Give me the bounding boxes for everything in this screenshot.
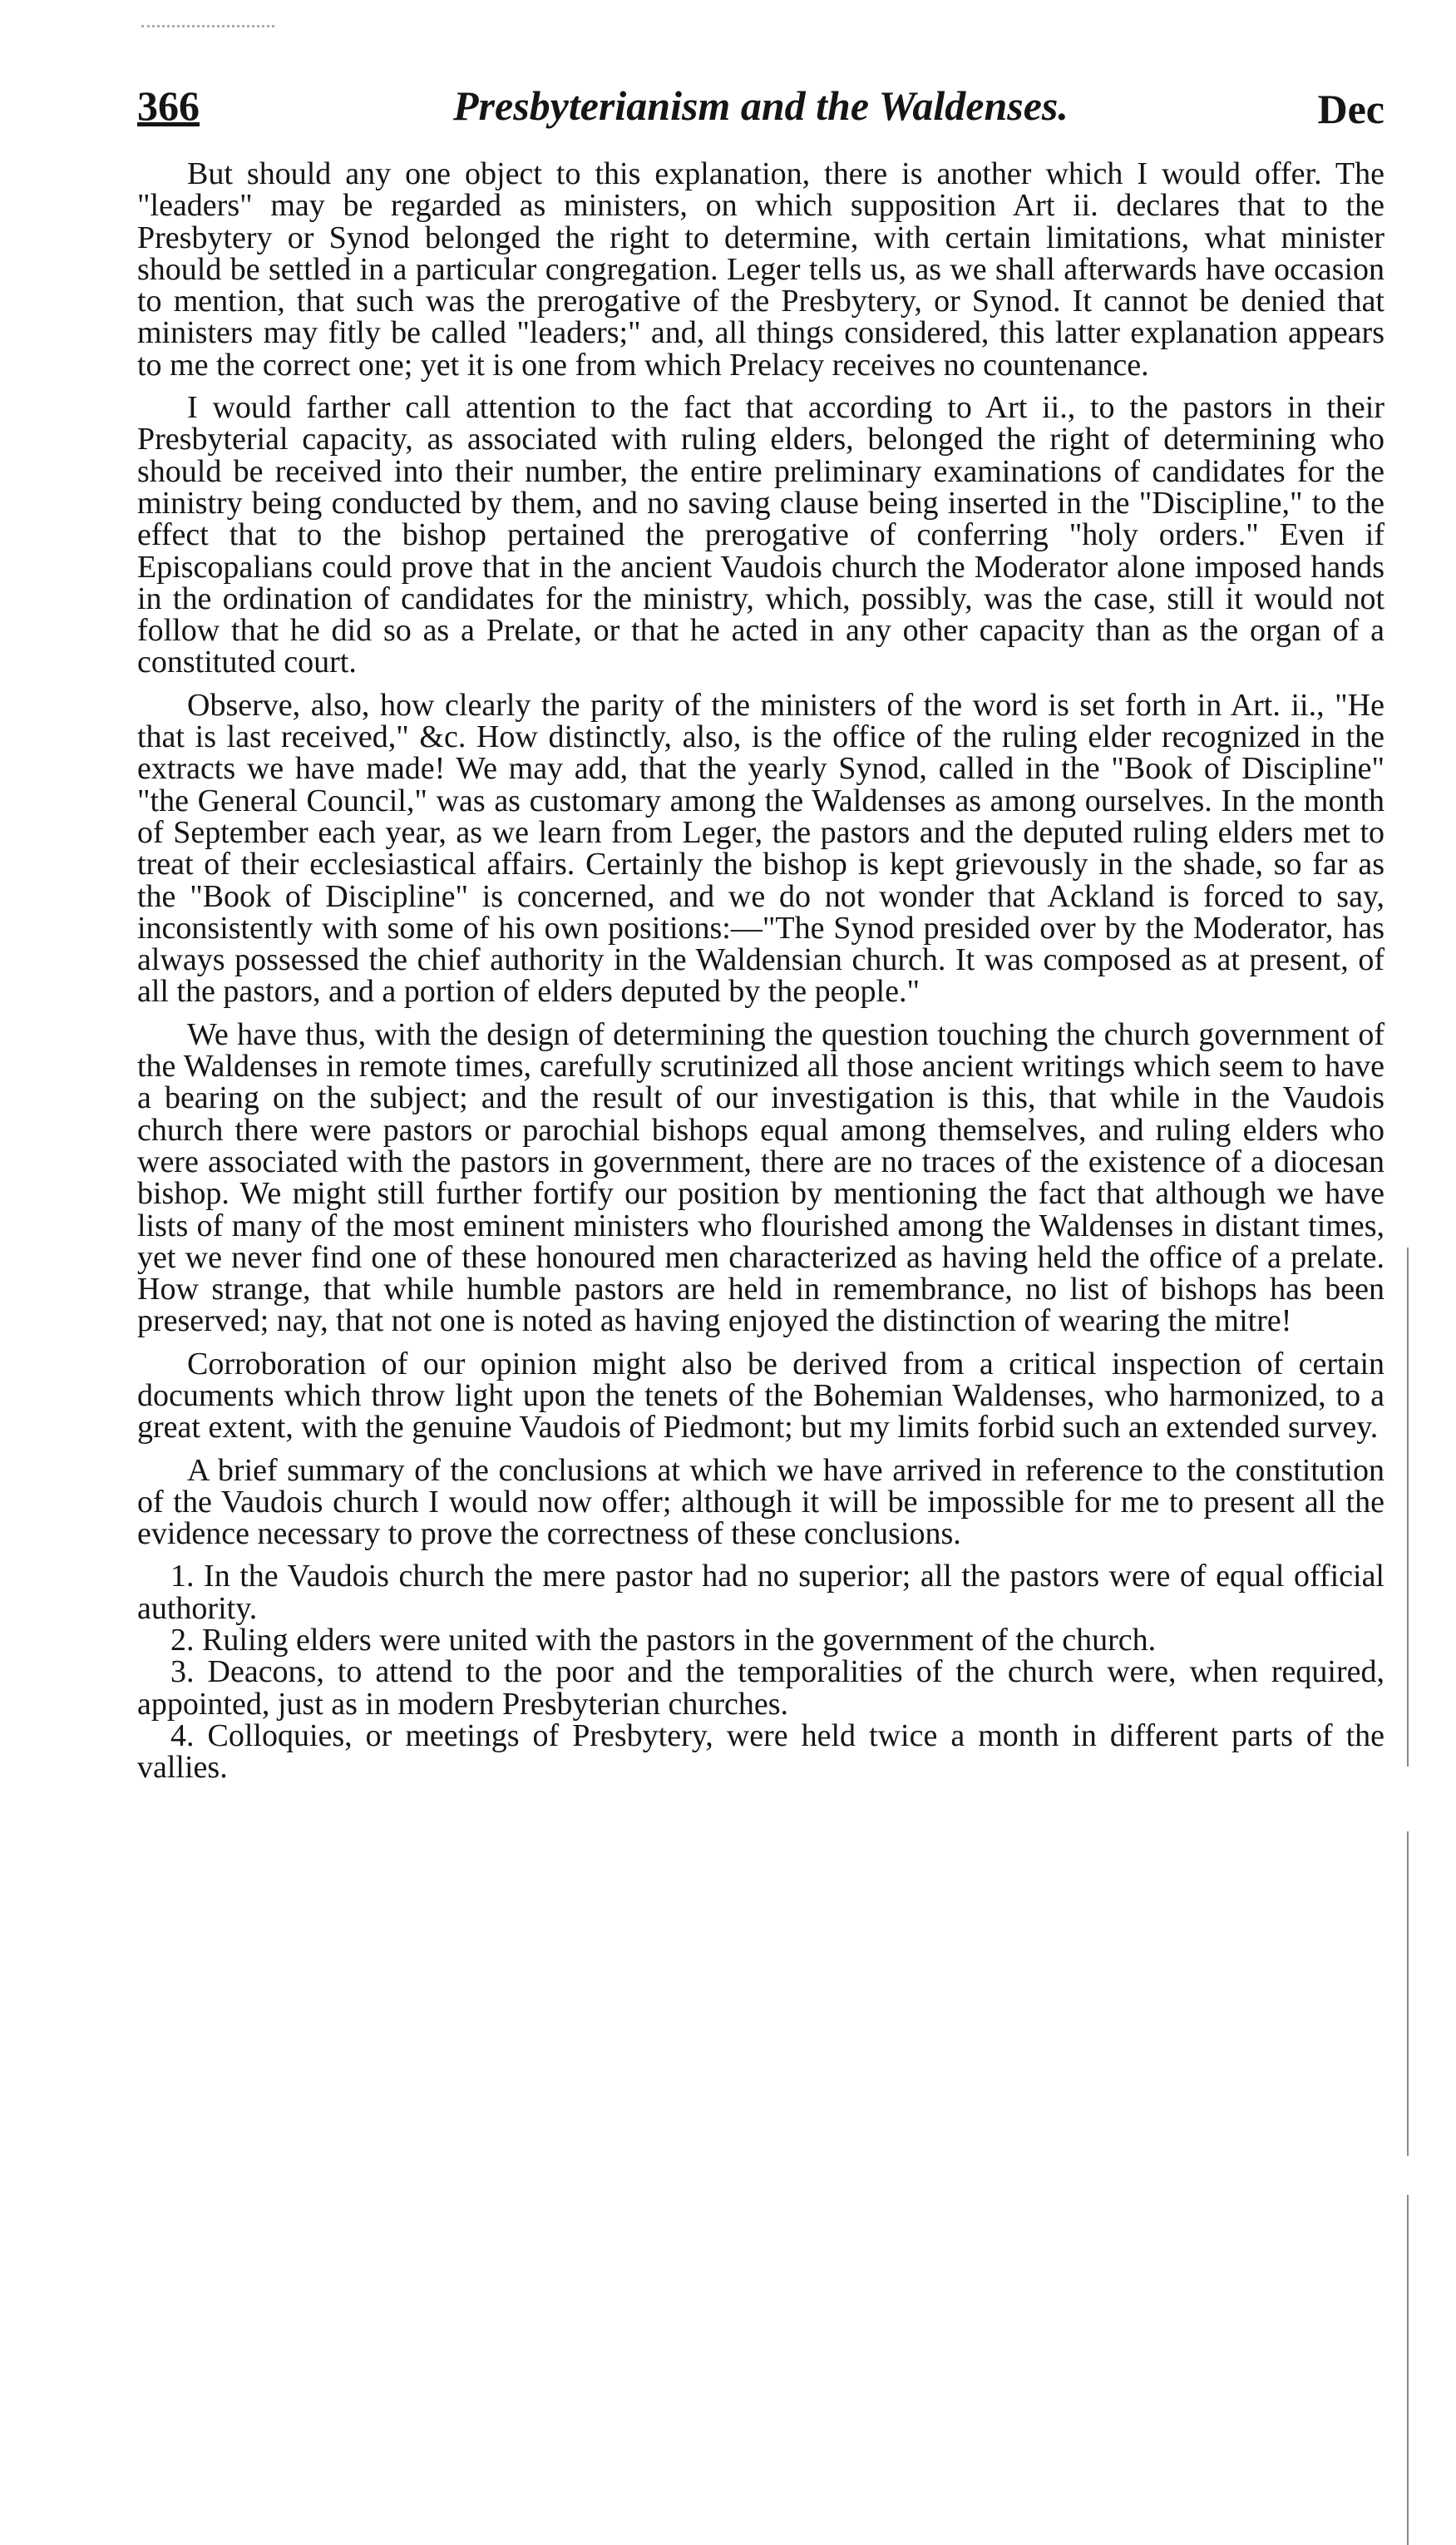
ink-smudge xyxy=(141,25,274,44)
list-item: 4. Colloquies, or meetings of Presbytery, were held twice a month in different parts of the vallies. xyxy=(137,1717,1384,1786)
margin-rule xyxy=(1407,1248,1409,2545)
paragraph: A brief summary of the conclusions at which we have arrived in reference to the constitution of the Vaudois church I would now offer; although it will be impossible for me to present all the evidence necessary to prove the correctness of these conclusions. xyxy=(137,1452,1384,1552)
list-item: 3. Deacons, to attend to the poor and the temporalities of the church were, when required, appointed, just as in modern Presbyterian churches. xyxy=(137,1654,1384,1722)
page-body xyxy=(137,158,1384,1784)
running-header-right: Dec xyxy=(1317,86,1384,132)
page-header xyxy=(137,73,1384,148)
paragraph: I would farther call attention to the fact that according to Art ii., to the pastors in their Presbyterial capacity, as associated with ruling elders, belonged the right of determining who should be received into their number, the entire preliminary examinations of candidates for the ministry being conducted by them, and no saving clause being inserted in the "Discipline," to the effect that to the bishop pertained the prerogative of conferring "holy orders." Even if Episcopalians could prove that in the ancient Vaudois church the Moderator alone imposed hands in the ordination of candidates for the ministry, which, possibly, was the case, still it would not follow that he did so as a Prelate, or that he acted in any other capacity than as the organ of a constituted court. xyxy=(137,390,1384,680)
paragraph: But should any one object to this explanation, there is another which I would offer. The "leaders" may be regarded as ministers, on which supposition Art ii. declares that to the Presbytery or Synod belonged the right to determine, with certain limitations, what minister should be settled in a particular congregation. Leger tells us, as we shall afterwards have occasion to mention, that such was the prerogative of the Presbytery, or Synod. It cannot be denied that ministers may fitly be called "leaders;" and, all things considered, this latter explanation appears to me the correct one; yet it is one from which Prelacy receives no countenance. xyxy=(137,156,1384,383)
list-item: 1. In the Vaudois church the mere pastor had no superior; all the pastors were of equal official authority. xyxy=(137,1559,1384,1626)
paragraph: Observe, also, how clearly the parity of the ministers of the word is set forth in Art. ii., "He that is last received," &c. How distinctly, also, is the office of the ruling elder recognized in the extracts we have made! We may add, that the yearly Synod, called in the "Book of Discipline" "the General Council," was as customary among the Waldenses as among ourselves. In the month of September each year, as we learn from Leger, the pastors and the deputed ruling elders met to treat of their ecclesiastical affairs. Certainly the bishop is kept grievously in the shade, so far as the "Book of Discipline" is concerned, and we do not wonder that Ackland is forced to say, inconsistently with some of his own positions:—"The Synod presided over by the Moderator, has always possessed the chief authority in the Waldensian church. It was composed as at present, of all the pastors, and a portion of elders deputed by the people." xyxy=(137,687,1384,1010)
list-item: 2. Ruling elders were united with the pastors in the government of the church. xyxy=(170,1623,1157,1658)
page-number: 366 xyxy=(137,82,200,129)
paragraph: Corroboration of our opinion might also be derived from a critical inspection of certain documents which throw light upon the tenets of the Bohemian Waldenses, who harmonized, to a great extent, with the genuine Vaudois of Piedmont; but my limits forbid such an extended survey. xyxy=(137,1346,1384,1445)
paragraph: We have thus, with the design of determining the question touching the church government of the Waldenses in remote times, carefully scrutinized all those ancient writings which seem to have a bearing on the subject; and the result of our investigation is this, that while in the Vaudois church there were pastors or parochial bishops equal among themselves, and ruling elders who were associated with the pastors in government, there are no traces of the existence of a diocesan bishop. We might still further fortify our position by mentioning the fact that although we have lists of many of the most eminent ministers who flourished among the Waldenses in distant times, yet we never find one of these honoured men characterized as having held the office of a prelate. How strange, that while humble pastors are held in remembrance, no list of bishops has been preserved; nay, that not one is noted as having enjoyed the distinction of wearing the mitre! xyxy=(137,1016,1384,1339)
running-title: Presbyterianism and the Waldenses. xyxy=(453,82,1069,129)
